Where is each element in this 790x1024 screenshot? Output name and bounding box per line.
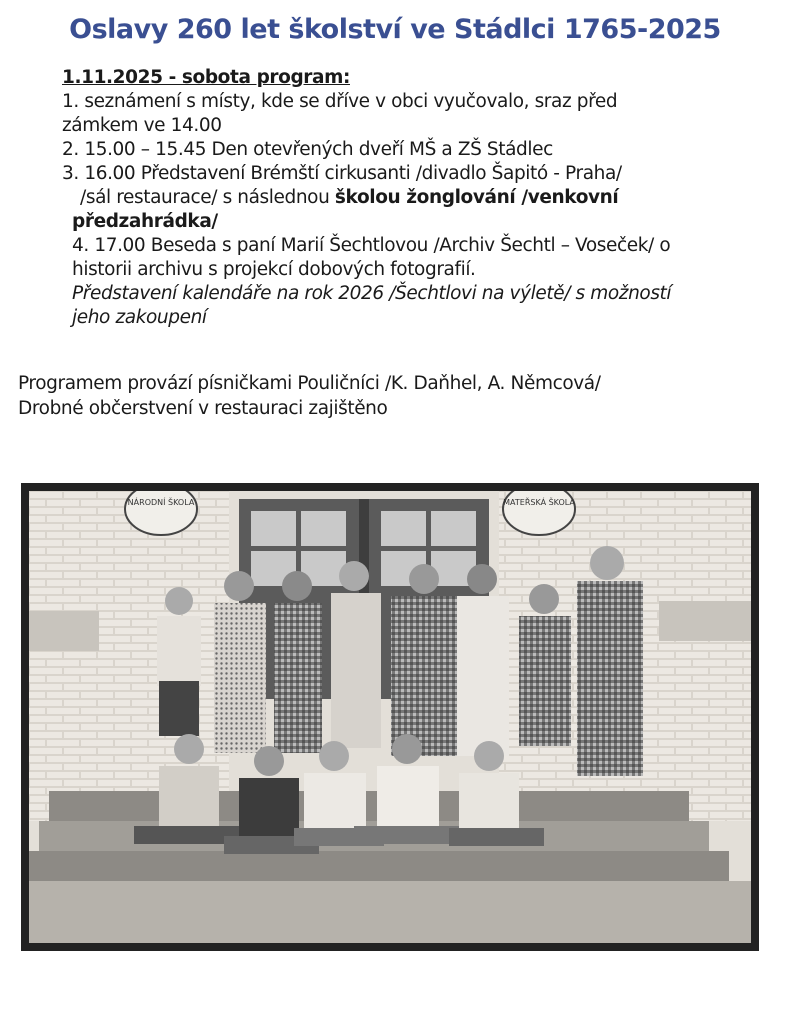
program-item-4-line-1: 4. 17.00 Beseda s paní Marií Šechtlovou /Archiv Šechtl – Voseček/ o [72, 235, 671, 256]
page-title: Oslavy 260 let školství ve Stádlci 1765-2025 [69, 14, 721, 45]
program-item-3-workshop: školou žonglování /venkovní [334, 187, 619, 208]
program-heading: 1.11.2025 - sobota program: [62, 67, 350, 88]
class-photo-image [29, 491, 751, 943]
program-note-line-2: jeho zakoupení [72, 307, 207, 328]
program-item-1-line-2: zámkem ve 14.00 [62, 115, 222, 136]
sign-right-text: MATEŘSKÁ ŠKOLA [503, 498, 575, 507]
program-item-3-line-3 [62, 210, 782, 234]
footer-block [18, 371, 778, 421]
historic-class-photo [21, 483, 759, 951]
program-item-3-place: předzahrádka/ [72, 211, 218, 232]
program-item-1-line-1: 1. seznámení s místy, kde se dříve v obci vyučovalo, sraz před [62, 91, 618, 112]
footer-line-refreshments: Drobné občerstvení v restauraci zajištěno [18, 398, 388, 419]
program-item-4-line-2: historii archivu s projekcí dobových fotografií. [72, 259, 476, 280]
program-note-line-1: Představení kalendáře na rok 2026 /Šechtlovi na výletě/ s možností [72, 283, 672, 304]
program-item-2: 2. 15.00 – 15.45 Den otevřených dveří MŠ a ZŠ Stádlec [62, 139, 553, 160]
program-item-3-line-1: 3. 16.00 Představení Brémští cirkusanti /divadlo Šapitó - Praha/ [62, 163, 622, 184]
program-item-3-line-2 [62, 186, 782, 210]
footer-line-music: Programem provází písničkami Pouličníci /K. Daňhel, A. Němcová/ [18, 373, 601, 394]
program-block [62, 66, 782, 330]
program-item-3-venue: /sál restaurace/ s následnou [80, 187, 335, 208]
sitting-row [134, 734, 544, 854]
sign-left-text: NÁRODNÍ ŠKOLA [127, 498, 195, 507]
